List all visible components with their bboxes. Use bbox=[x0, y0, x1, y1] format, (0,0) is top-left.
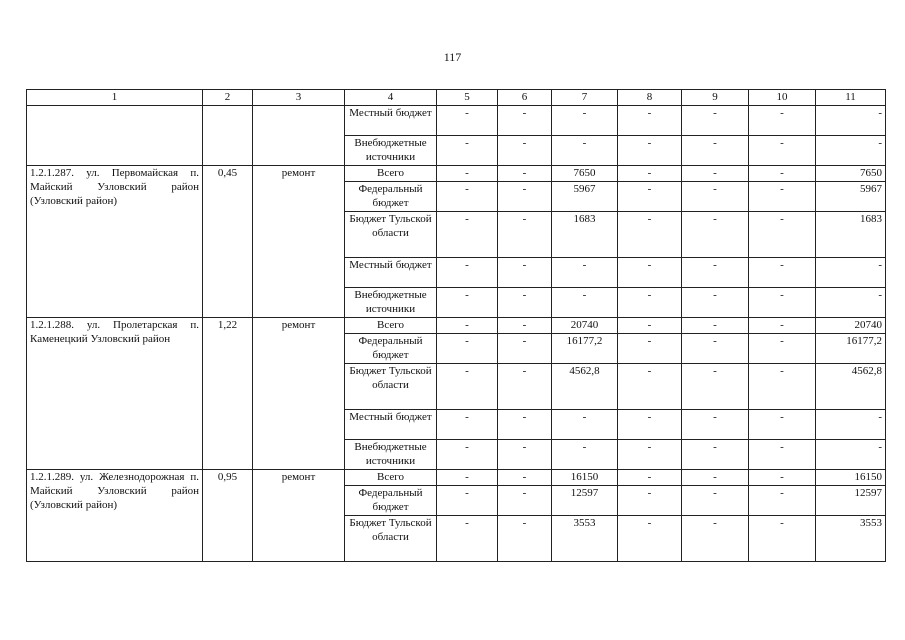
value-cell-col5: - bbox=[437, 318, 498, 334]
value-cell-col10: - bbox=[749, 106, 816, 136]
value-cell-col5: - bbox=[437, 288, 498, 318]
value-cell-col9: - bbox=[682, 410, 749, 440]
value-cell-col10: - bbox=[749, 318, 816, 334]
value-cell-col11: - bbox=[816, 440, 886, 470]
column-header: 2 bbox=[203, 90, 253, 106]
value-cell-col8: - bbox=[618, 318, 682, 334]
value-cell-col9: - bbox=[682, 516, 749, 562]
value-cell-col7: - bbox=[552, 106, 618, 136]
value-cell-col8: - bbox=[618, 410, 682, 440]
value-cell-col5: - bbox=[437, 410, 498, 440]
value-cell-col9: - bbox=[682, 182, 749, 212]
funding-source-cell: Бюджет Тульской области bbox=[345, 212, 437, 258]
value-cell-col9: - bbox=[682, 318, 749, 334]
value-cell-col10: - bbox=[749, 136, 816, 166]
value-cell-col9: - bbox=[682, 364, 749, 410]
value-cell-col10: - bbox=[749, 486, 816, 516]
column-header: 7 bbox=[552, 90, 618, 106]
value-cell-col9: - bbox=[682, 166, 749, 182]
column-header: 5 bbox=[437, 90, 498, 106]
funding-source-cell: Внебюджетные источники bbox=[345, 440, 437, 470]
value-cell-col9: - bbox=[682, 212, 749, 258]
value-cell-col6: - bbox=[498, 364, 552, 410]
funding-source-cell: Местный бюджет bbox=[345, 106, 437, 136]
value-cell-col10: - bbox=[749, 334, 816, 364]
value-cell-col10: - bbox=[749, 470, 816, 486]
value-cell-col5: - bbox=[437, 470, 498, 486]
value-cell-col6: - bbox=[498, 136, 552, 166]
value-cell-col10: - bbox=[749, 516, 816, 562]
funding-source-cell: Местный бюджет bbox=[345, 410, 437, 440]
value-cell-col9: - bbox=[682, 106, 749, 136]
value-cell-col8: - bbox=[618, 182, 682, 212]
value-cell-col6: - bbox=[498, 288, 552, 318]
column-header: 6 bbox=[498, 90, 552, 106]
value-cell-col6: - bbox=[498, 334, 552, 364]
value-cell-col8: - bbox=[618, 486, 682, 516]
funding-source-cell: Внебюджетные источники bbox=[345, 136, 437, 166]
object-name-cell: 1.2.1.289. ул. Железнодорожная п. Майский Узловский район (Узловский район) bbox=[27, 470, 203, 562]
funding-source-cell: Внебюджетные источники bbox=[345, 288, 437, 318]
table-row bbox=[27, 318, 886, 334]
header-row bbox=[27, 90, 886, 106]
value-cell-col5: - bbox=[437, 136, 498, 166]
value-cell-col7: 16177,2 bbox=[552, 334, 618, 364]
value-cell-col6: - bbox=[498, 106, 552, 136]
value-cell-col11: - bbox=[816, 136, 886, 166]
value-cell-col10: - bbox=[749, 440, 816, 470]
work-type-cell: ремонт bbox=[253, 166, 345, 318]
value-cell-col5: - bbox=[437, 334, 498, 364]
value-cell-col6: - bbox=[498, 212, 552, 258]
value-cell-col6: - bbox=[498, 166, 552, 182]
value-cell-col8: - bbox=[618, 440, 682, 470]
value-cell-col8: - bbox=[618, 106, 682, 136]
value-cell-col6: - bbox=[498, 318, 552, 334]
value-cell-col7: 7650 bbox=[552, 166, 618, 182]
column-header: 9 bbox=[682, 90, 749, 106]
table-body bbox=[27, 90, 886, 562]
value-cell-col7: - bbox=[552, 136, 618, 166]
work-type-cell: ремонт bbox=[253, 470, 345, 562]
funding-source-cell: Всего bbox=[345, 318, 437, 334]
value-cell-col6: - bbox=[498, 470, 552, 486]
value-cell-col7: - bbox=[552, 258, 618, 288]
value-cell-col8: - bbox=[618, 364, 682, 410]
value-cell-col6: - bbox=[498, 440, 552, 470]
value-cell-col7: 5967 bbox=[552, 182, 618, 212]
column-header: 11 bbox=[816, 90, 886, 106]
budget-table bbox=[26, 89, 886, 562]
value-cell-col11: 1683 bbox=[816, 212, 886, 258]
work-type-cell: ремонт bbox=[253, 318, 345, 470]
column-header: 8 bbox=[618, 90, 682, 106]
value-cell-col10: - bbox=[749, 364, 816, 410]
value-cell-col10: - bbox=[749, 212, 816, 258]
value-cell-col8: - bbox=[618, 470, 682, 486]
length-cell bbox=[203, 106, 253, 166]
value-cell-col7: - bbox=[552, 288, 618, 318]
value-cell-col5: - bbox=[437, 182, 498, 212]
value-cell-col11: - bbox=[816, 410, 886, 440]
value-cell-col5: - bbox=[437, 486, 498, 516]
value-cell-col6: - bbox=[498, 516, 552, 562]
funding-source-cell: Федеральный бюджет bbox=[345, 334, 437, 364]
value-cell-col9: - bbox=[682, 136, 749, 166]
column-header: 3 bbox=[253, 90, 345, 106]
funding-source-cell: Местный бюджет bbox=[345, 258, 437, 288]
value-cell-col9: - bbox=[682, 258, 749, 288]
value-cell-col11: 4562,8 bbox=[816, 364, 886, 410]
value-cell-col10: - bbox=[749, 258, 816, 288]
value-cell-col9: - bbox=[682, 440, 749, 470]
value-cell-col6: - bbox=[498, 410, 552, 440]
length-cell: 0,95 bbox=[203, 470, 253, 562]
object-name-cell: 1.2.1.287. ул. Первомайская п. Майский Узловский район (Узловский район) bbox=[27, 166, 203, 318]
length-cell: 0,45 bbox=[203, 166, 253, 318]
value-cell-col10: - bbox=[749, 410, 816, 440]
value-cell-col5: - bbox=[437, 212, 498, 258]
value-cell-col8: - bbox=[618, 334, 682, 364]
value-cell-col11: 16150 bbox=[816, 470, 886, 486]
value-cell-col6: - bbox=[498, 182, 552, 212]
column-header: 10 bbox=[749, 90, 816, 106]
value-cell-col8: - bbox=[618, 288, 682, 318]
value-cell-col5: - bbox=[437, 364, 498, 410]
value-cell-col6: - bbox=[498, 486, 552, 516]
value-cell-col9: - bbox=[682, 288, 749, 318]
value-cell-col10: - bbox=[749, 182, 816, 212]
value-cell-col7: 20740 bbox=[552, 318, 618, 334]
value-cell-col11: 20740 bbox=[816, 318, 886, 334]
funding-source-cell: Всего bbox=[345, 166, 437, 182]
page-number: 117 bbox=[443, 50, 462, 64]
value-cell-col5: - bbox=[437, 258, 498, 288]
value-cell-col8: - bbox=[618, 136, 682, 166]
value-cell-col7: 3553 bbox=[552, 516, 618, 562]
table-row bbox=[27, 166, 886, 182]
funding-source-cell: Федеральный бюджет bbox=[345, 486, 437, 516]
value-cell-col7: 4562,8 bbox=[552, 364, 618, 410]
table-row bbox=[27, 106, 886, 136]
value-cell-col7: 16150 bbox=[552, 470, 618, 486]
value-cell-col7: 12597 bbox=[552, 486, 618, 516]
value-cell-col5: - bbox=[437, 440, 498, 470]
value-cell-col10: - bbox=[749, 288, 816, 318]
value-cell-col8: - bbox=[618, 166, 682, 182]
funding-source-cell: Бюджет Тульской области bbox=[345, 364, 437, 410]
value-cell-col8: - bbox=[618, 212, 682, 258]
table-row bbox=[27, 470, 886, 486]
value-cell-col7: 1683 bbox=[552, 212, 618, 258]
column-header: 4 bbox=[345, 90, 437, 106]
value-cell-col5: - bbox=[437, 106, 498, 136]
value-cell-col9: - bbox=[682, 334, 749, 364]
value-cell-col8: - bbox=[618, 516, 682, 562]
value-cell-col8: - bbox=[618, 258, 682, 288]
value-cell-col11: 12597 bbox=[816, 486, 886, 516]
funding-source-cell: Бюджет Тульской области bbox=[345, 516, 437, 562]
value-cell-col11: 16177,2 bbox=[816, 334, 886, 364]
length-cell: 1,22 bbox=[203, 318, 253, 470]
value-cell-col11: - bbox=[816, 288, 886, 318]
value-cell-col11: - bbox=[816, 258, 886, 288]
value-cell-col5: - bbox=[437, 166, 498, 182]
value-cell-col11: 7650 bbox=[816, 166, 886, 182]
value-cell-col7: - bbox=[552, 410, 618, 440]
value-cell-col5: - bbox=[437, 516, 498, 562]
object-name-cell: 1.2.1.288. ул. Пролетарская п. Каменецкий Узловский район bbox=[27, 318, 203, 470]
column-header: 1 bbox=[27, 90, 203, 106]
value-cell-col11: 3553 bbox=[816, 516, 886, 562]
funding-source-cell: Федеральный бюджет bbox=[345, 182, 437, 212]
object-name-cell bbox=[27, 106, 203, 166]
value-cell-col6: - bbox=[498, 258, 552, 288]
value-cell-col7: - bbox=[552, 440, 618, 470]
work-type-cell bbox=[253, 106, 345, 166]
value-cell-col10: - bbox=[749, 166, 816, 182]
funding-source-cell: Всего bbox=[345, 470, 437, 486]
value-cell-col11: 5967 bbox=[816, 182, 886, 212]
value-cell-col11: - bbox=[816, 106, 886, 136]
value-cell-col9: - bbox=[682, 470, 749, 486]
value-cell-col9: - bbox=[682, 486, 749, 516]
